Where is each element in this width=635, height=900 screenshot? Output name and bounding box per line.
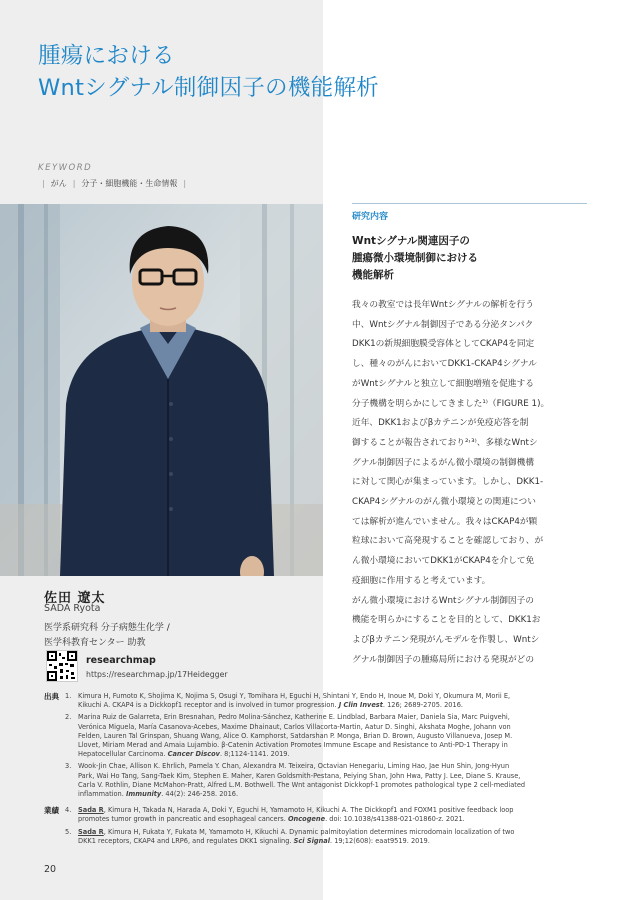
body-line: ん微小環境においてDKK1がCKAP4を介して免 bbox=[352, 556, 535, 567]
title-line-2: Wntシグナル制御因子の機能解析 bbox=[38, 75, 380, 101]
page-title bbox=[38, 40, 379, 104]
body-line: 機能を明らかにすることを目的として、DKK1お bbox=[352, 615, 541, 626]
body-line: 分子機構を明らかにしてきました¹⁾（FIGURE 1)。 bbox=[352, 398, 550, 409]
researchmap-label: researchmap bbox=[86, 655, 156, 666]
body-line: グナル制御因子の腫瘍局所における発現がどの bbox=[352, 654, 535, 665]
references-section bbox=[44, 692, 594, 853]
research-body bbox=[352, 296, 588, 670]
affiliation bbox=[44, 621, 170, 651]
section-divider bbox=[352, 203, 587, 204]
body-line: がWntシグナルと独立して細胞増殖を促進する bbox=[352, 378, 534, 389]
body-line: 近年、DKK1およびβカテニンが免疫応答を制 bbox=[352, 418, 529, 429]
journal-name: Sci Signal bbox=[293, 836, 330, 845]
body-line: 中、Wntシグナル制御因子である分泌タンパク bbox=[352, 319, 534, 330]
portrait-photo bbox=[0, 204, 323, 576]
sources-list bbox=[65, 692, 594, 802]
journal-name: Oncogene bbox=[287, 815, 326, 824]
reference-item: 3. Wook-Jin Chae, Allison K. Ehrlich, Pamela Y. Chan, Alexandra M. Teixeira, Octavian Henegariu, Liming Hao, Jae Hun Shin, Jong-Hyun Park, Wai Ho Tang, Sang-Taek Kim, Stephen E. Maher, Karen Goldsmith-Pestana, Peiying Shan, John Hwa, Patty J. Lee, Diane S. Krause, Carla V. Rothlin, Diane McMahon-Pratt, Alfred L.M. Bothwell. The Wnt antagonist Dickkopf-1 promotes pathological type 2 cell-mediated inflammation. Immunity. 44(2): 246-258. 2016. bbox=[65, 762, 526, 799]
body-line: に対して関心が集まっています。しかし、DKK1- bbox=[352, 477, 544, 488]
body-line: 疫細胞に作用すると考えています。 bbox=[352, 575, 491, 586]
keyword-list: | がん | 分子・細胞機能・生命情報 | bbox=[42, 179, 187, 188]
body-line: 御することが報告されており²˒³⁾、多様なWntシ bbox=[352, 437, 538, 448]
body-line: DKK1の新規細胞膜受容体としてCKAP4を同定 bbox=[352, 339, 535, 350]
qr-code-icon[interactable] bbox=[46, 650, 78, 682]
section-subtitle bbox=[352, 233, 478, 284]
subtitle-line: 腫瘍微小環境制御における bbox=[352, 252, 478, 264]
achievement-item: 5. Sada R, Kimura H, Fukata Y, Fukata M, Yamamoto H, Kikuchi A. Dynamic palmitoylation determines microdomain localization of two DKK1 receptors, CKAP4 and LRP6, and regulates DKK1 signaling. Sci Signal. 19;12(608): eaat9519. 2019. bbox=[65, 827, 515, 845]
journal-name: Immunity bbox=[125, 790, 162, 799]
body-line: グナル制御因子によるがん微小環境の制御機構 bbox=[352, 457, 535, 468]
body-line: 我々の教室では長年Wntシグナルの解析を行う bbox=[352, 300, 534, 310]
title-line-1: 腫瘍における bbox=[38, 43, 175, 69]
body-line: CKAP4シグナルのがん微小環境との関連につい bbox=[352, 497, 536, 508]
section-label: 研究内容 bbox=[352, 212, 389, 222]
journal-name: Cancer Discov bbox=[167, 750, 220, 759]
body-line: ては解析が進んでいません。我々はCKAP4が顆 bbox=[352, 516, 538, 527]
subtitle-line: 機能解析 bbox=[352, 269, 394, 281]
achievements-list bbox=[65, 806, 594, 849]
achievements-group bbox=[44, 806, 594, 849]
reference-item: 2. Marina Ruiz de Galarreta, Erin Bresnahan, Pedro Molina-Sánchez, Katherine E. Lindblad, Barbara Maier, Daniela Sia, Marc Puigvehi, Verónica Miguela, María Casanova-Acebes, Maxime Dhainaut, Carlos Villacorta-Martin, Aatur D. Singhi, Akshata Moghe, Johann von Felden, Lauren Tal Grinspan, Shuang Wang, Alice O. Kamphorst, Satdarshan P. Monga, Brian D. Brown, Augusto Villanueva, Josep M. Llovet, Miriam Merad and Amaia Lujambio. β-Catenin Activation Promotes Immune Escape and Resistance to Anti-PD-1 Therapy in Hepatocellular Carcinoma. Cancer Discov. 8;1124-1141. 2019. bbox=[65, 713, 513, 759]
sources-label: 出典 bbox=[44, 692, 59, 701]
keyword-label: KEYWORD bbox=[38, 163, 93, 173]
sources-group bbox=[44, 692, 594, 802]
researcher-name-en: SADA Ryota bbox=[44, 603, 101, 614]
reference-item: 1. Kimura H, Fumoto K, Shojima K, Nojima S, Osugi Y, Tomihara H, Eguchi H, Shintani Y, Endo H, Inoue M, Doki Y, Okumura M, Morii E, Kikuchi A. CKAP4 is a Dickkopf1 receptor and is involved in tumor progression. J Clin Invest. 126; 2689-2705. 2016. bbox=[65, 692, 511, 710]
affiliation-line: 医学系研究科 分子病態生化学 / bbox=[44, 623, 170, 633]
achievements-label: 業績 bbox=[44, 806, 59, 816]
body-line: し、種々のがんにおいてDKK1-CKAP4シグナル bbox=[352, 359, 537, 370]
subtitle-line: Wntシグナル関連因子の bbox=[352, 235, 470, 247]
achievement-item: 4. Sada R, Kimura H, Takada N, Harada A, Doki Y, Eguchi H, Yamamoto H, Kikuchi A. The Dickkopf1 and FOXM1 positive feedback loop promotes tumor growth in pancreatic and esophageal cancers. Oncogene. doi: 10.1038/s41388-021-01860-z. 2021. bbox=[65, 806, 514, 824]
author-highlight: Sada R bbox=[78, 806, 104, 815]
body-line: がん微小環境におけるWntシグナル制御因子の bbox=[352, 595, 534, 606]
page-number: 20 bbox=[44, 864, 57, 875]
keyword-item: 分子・細胞機能・生命情報 bbox=[81, 179, 178, 188]
journal-name: J Clin Invest bbox=[338, 701, 383, 710]
author-highlight: Sada R bbox=[78, 827, 104, 836]
researcher-name-ja: 佐田 遼太 bbox=[44, 591, 106, 606]
body-line: 粒球において高発現することを確認しており、が bbox=[352, 536, 544, 547]
researchmap-link[interactable]: https://researchmap.jp/17Heidegger bbox=[86, 670, 228, 679]
body-line: よびβカテニン発現がんモデルを作製し、Wntシ bbox=[352, 634, 540, 645]
keyword-item: がん bbox=[50, 179, 67, 188]
affiliation-line: 医学科教育センター 助教 bbox=[44, 638, 146, 648]
